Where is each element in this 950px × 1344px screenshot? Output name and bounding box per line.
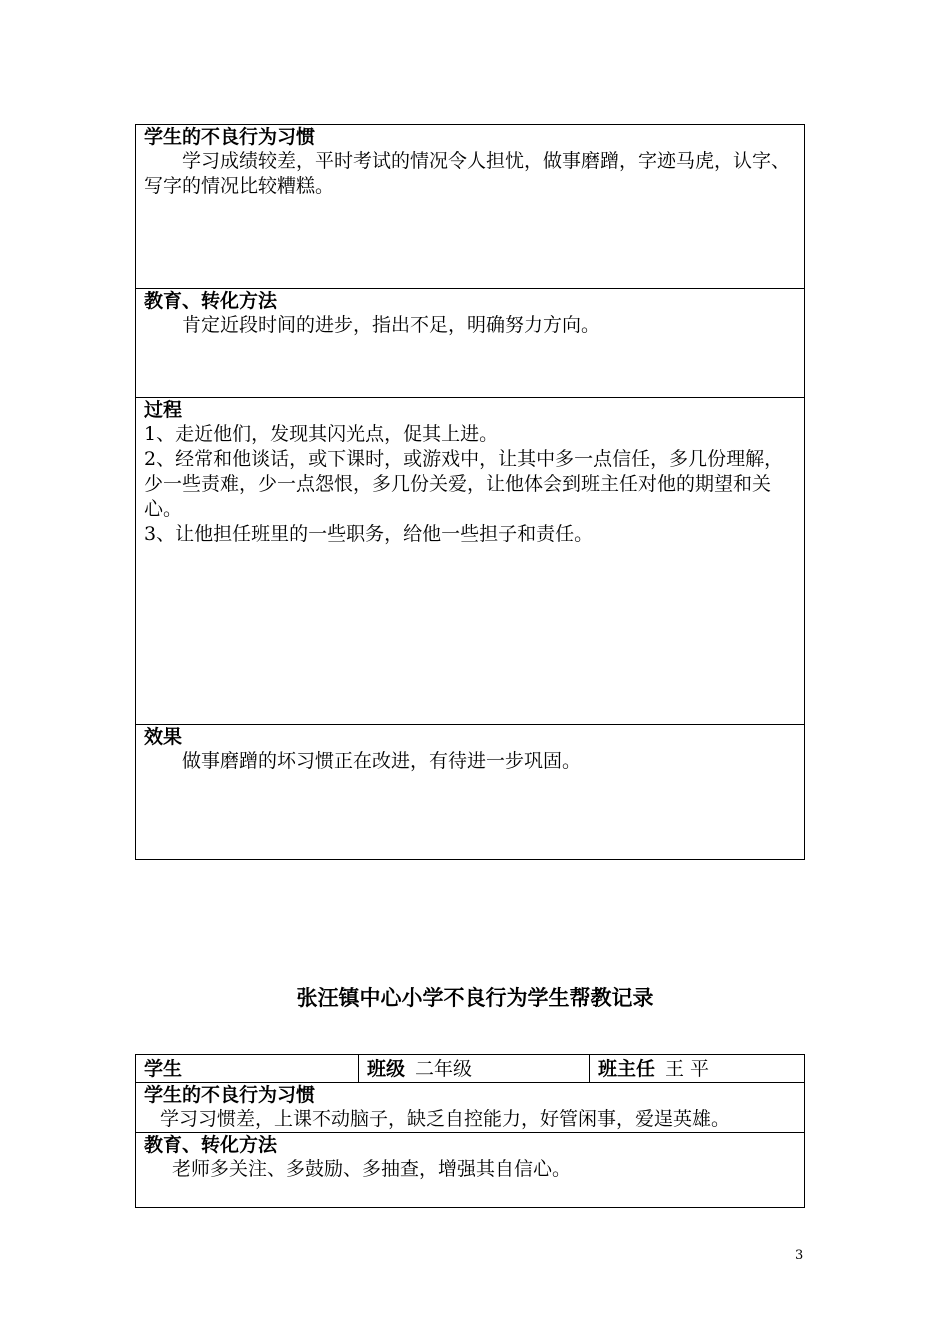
class-cell [358,1055,589,1082]
effect-section [136,725,804,859]
process-section [136,398,804,725]
method-label: 教育、转化方法 [144,1134,278,1156]
process-item: 1、走近他们，发现其闪光点，促其上进。 [144,423,499,445]
method-label: 教育、转化方法 [144,290,278,312]
student-label-cell [136,1055,358,1082]
habit-section [136,1083,804,1133]
record-table-continued [135,124,805,860]
teacher-cell [589,1055,804,1082]
page-number: 3 [795,1248,804,1263]
class-value: 二年级 [415,1057,473,1080]
process-label: 过程 [144,399,183,421]
student-label: 学生 [144,1057,183,1080]
habit-text: 学习习惯差，上课不动脑子，缺乏自控能力，好管闲事，爱逞英雄。 [160,1108,731,1130]
habit-label: 学生的不良行为习惯 [144,126,316,148]
effect-label: 效果 [144,726,183,748]
habit-text: 学习成绩较差，平时考试的情况令人担忧，做事磨蹭，字迹马虎，认字、写字的情况比较糟糕。 [144,150,791,197]
teacher-value: 王 平 [665,1057,710,1080]
class-label: 班级 [367,1057,406,1080]
method-section [136,1133,804,1207]
method-section [136,289,804,398]
effect-text: 做事磨蹭的坏习惯正在改进，有待进一步巩固。 [182,750,582,772]
student-info-row [136,1055,804,1083]
habit-label: 学生的不良行为习惯 [144,1084,316,1106]
teacher-label: 班主任 [598,1057,656,1080]
method-text: 肯定近段时间的进步，指出不足，明确努力方向。 [182,314,601,336]
process-item: 2、经常和他谈话，或下课时，或游戏中，让其中多一点信任，多几份理解，少一些责难，少一点怨恨，多几份关爱，让他体会到班主任对他的期望和关心。 [144,448,784,520]
method-text: 老师多关注、多鼓励、多抽查，增强其自信心。 [172,1158,572,1180]
record-table [135,1054,805,1208]
record-title: 张汪镇中心小学不良行为学生帮教记录 [296,986,654,1010]
process-item: 3、让他担任班里的一些职务，给他一些担子和责任。 [144,523,594,545]
habit-section [136,125,804,289]
